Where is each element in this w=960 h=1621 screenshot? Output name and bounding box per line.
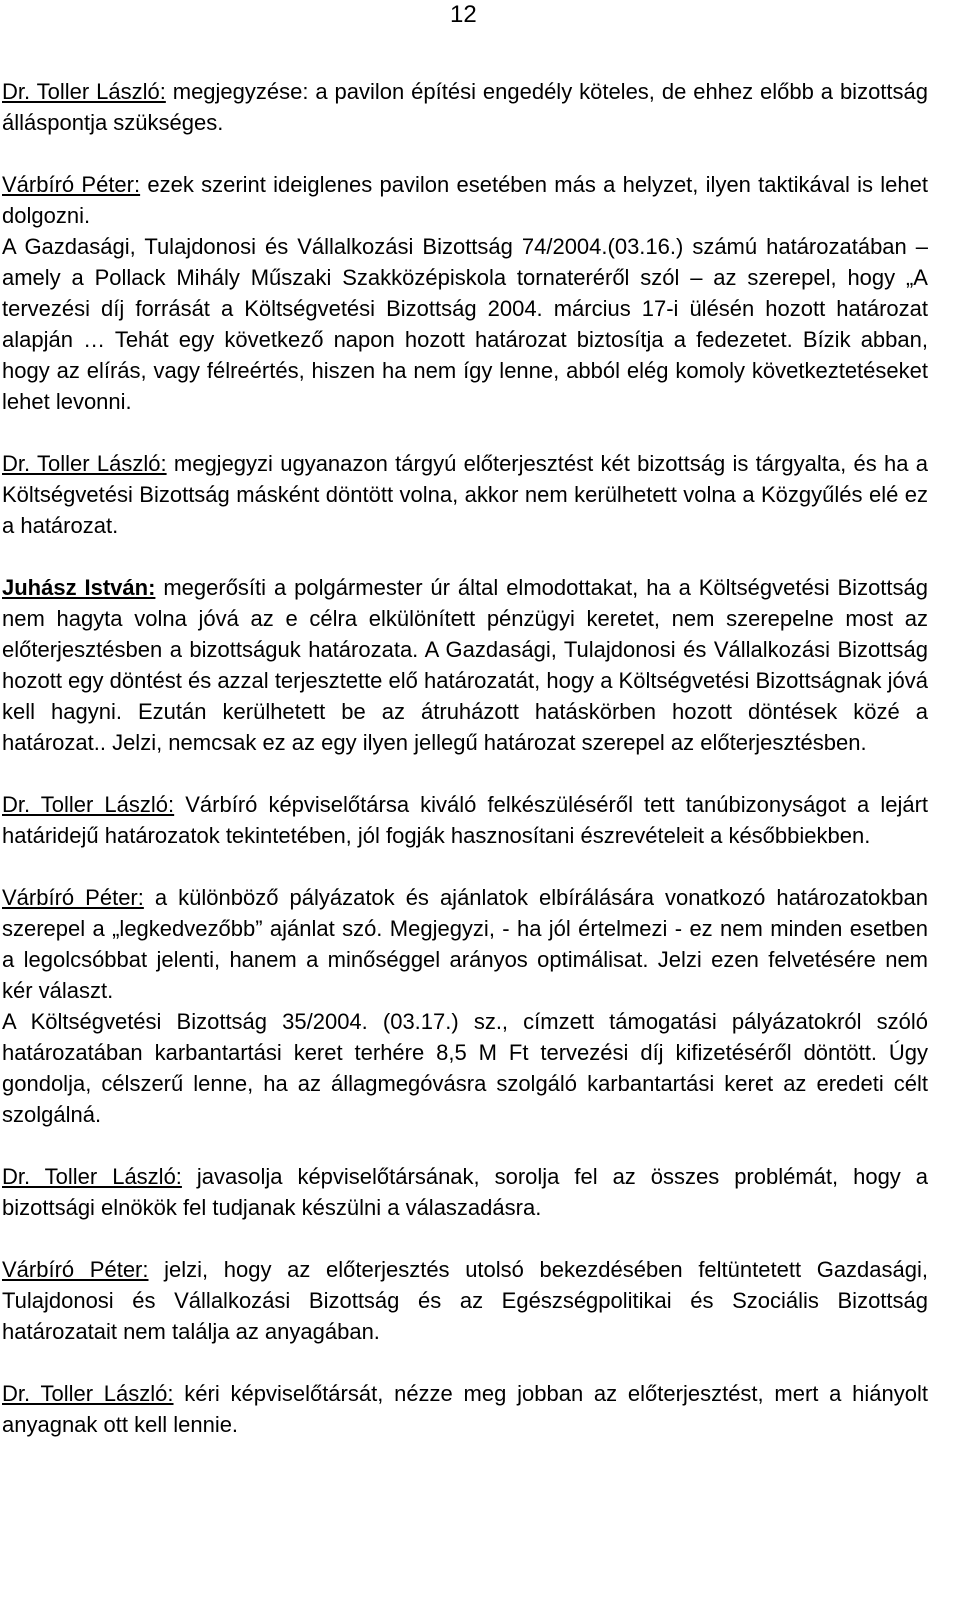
paragraph-text: jelzi, hogy az előterjesztés utolsó bekezdésében feltüntetett Gazdasági, Tulajdonosi és Vállalkozási Bizottság és az Egészségpolitikai és Szociális Bizottság határozatait nem találja az anyagában. (2, 1257, 928, 1344)
paragraph-toller-3 (2, 789, 928, 851)
speaker-name: Várbíró Péter: (2, 1257, 149, 1282)
paragraph-text: a különböző pályázatok és ajánlatok elbírálására vonatkozó határozatokban szerepel a „legkedvezőbb” ajánlat szó. Megjegyzi, - ha jól értelmezi - ez nem minden esetben a legolcsóbbat jelenti, hanem a minőséggel arányos optimálisat. Jelzi ezen felvetésére nem kér választ. (2, 885, 929, 1003)
speaker-name: Dr. Toller László: (2, 792, 175, 817)
paragraph-text: Várbíró képviselőtársa kiváló felkészüléséről tett tanúbizonyságot a lejárt határidejű határozatok tekintetében, jól fogják hasznosítani észrevételeit a későbbiekben. (2, 792, 929, 848)
paragraph-toller-4 (2, 1161, 928, 1223)
speaker-name: Dr. Toller László: (2, 1381, 174, 1406)
paragraph-varbiro-3 (2, 1254, 928, 1347)
paragraph-toller-5 (2, 1378, 928, 1440)
speaker-name: Juhász István: (2, 575, 156, 600)
paragraph-text: kéri képviselőtársát, nézze meg jobban az előterjesztést, mert a hiányolt anyagnak ott kell lennie. (2, 1381, 928, 1437)
speaker-name: Várbíró Péter: (2, 172, 141, 197)
paragraph-varbiro-2-cont (2, 1006, 928, 1130)
paragraph-varbiro-1-cont (2, 231, 928, 417)
paragraph-toller-1 (2, 76, 928, 138)
paragraph-text: A Gazdasági, Tulajdonosi és Vállalkozási Bizottság 74/2004.(03.16.) számú határozatában – amely a Pollack Mihály Műszaki Szakközépiskola tornateréről szól – az szerepel, hogy „A tervezési díj forrását a Költségvetési Bizottság 2004. március 17-i ülésén hozott határozat alapján … Tehát egy következő napon hozott határozat biztosítja a fedezetet. Bízik abban, hogy az elírás, vagy félreértés, hiszen ha nem így lenne, abból elég komoly következtetéseket lehet levonni. (2, 234, 928, 414)
page-number: 12 (450, 1, 477, 28)
speaker-name: Várbíró Péter: (2, 885, 144, 910)
speaker-name: Dr. Toller László: (2, 451, 167, 476)
speaker-name: Dr. Toller László: (2, 79, 166, 104)
paragraph-toller-2 (2, 448, 928, 541)
paragraph-text: megjegyzi ugyanazon tárgyú előterjesztést két bizottság is tárgyalta, és ha a Költségvetési Bizottság másként döntött volna, akkor nem kerülhetett volna a Közgyűlés elé ez a határozat. (2, 451, 928, 538)
paragraph-juhasz (2, 572, 928, 758)
paragraph-varbiro-1 (2, 169, 928, 231)
paragraph-text: A Költségvetési Bizottság 35/2004. (03.17.) sz., címzett támogatási pályázatokról szóló határozatában karbantartási keret terhére 8,5 M Ft tervezési díj kifizetéséről döntött. Úgy gondolja, célszerű lenne, ha az állagmegóvásra szolgáló karbantartási keret az eredeti célt szolgálná. (2, 1009, 928, 1127)
speaker-name: Dr. Toller László: (2, 1164, 182, 1189)
paragraph-text: megjegyzése: a pavilon építési engedély köteles, de ehhez előbb a bizottság álláspontja szükséges. (2, 79, 928, 135)
paragraph-varbiro-2 (2, 882, 928, 1006)
paragraph-text: javasolja képviselőtársának, sorolja fel az összes problémát, hogy a bizottsági elnökök fel tudjanak készülni a válaszadásra. (2, 1164, 928, 1220)
paragraph-text: ezek szerint ideiglenes pavilon esetében más a helyzet, ilyen taktikával is lehet dolgozni. (2, 172, 929, 228)
paragraph-text: megerősíti a polgármester úr által elmodottakat, ha a Költségvetési Bizottság nem hagyta volna jóvá az e célra elkülönített pénzügyi keretet, nem szerepelne most az előterjesztésben a bizottságuk határozata. A Gazdasági, Tulajdonosi és Vállalkozási Bizottság hozott egy döntést és azzal terjesztette elő határozatát, hogy a Költségvetési Bizottságnak jóvá kell hagyni. Ezután kerülhetett be az átruházott hatáskörben hozott döntések közé a határozat.. Jelzi, nemcsak ez az egy ilyen jellegű határozat szerepel az előterjesztésben. (2, 575, 929, 755)
document-body (2, 76, 928, 1471)
